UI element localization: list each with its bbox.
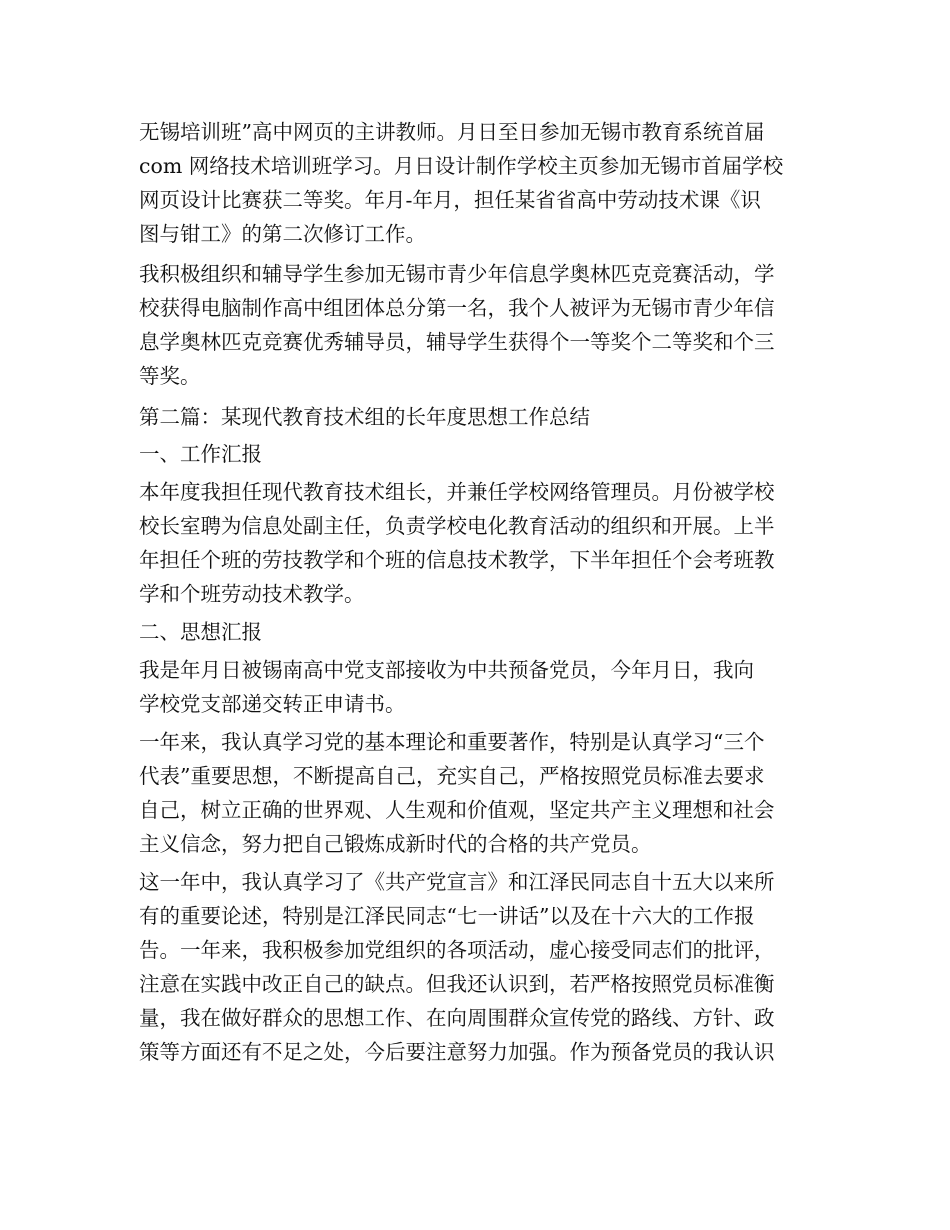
text-line: 本年度我担任现代教育技术组长，并兼任学校网络管理员。月份被学校	[139, 480, 775, 504]
text-line: 等奖。	[139, 364, 201, 388]
text-line: 校长室聘为信息处副主任，负责学校电化教育活动的组织和开展。上半	[139, 514, 775, 538]
text-line: 主义信念，努力把自己锻炼成新时代的合格的共产党员。	[139, 832, 652, 856]
text-line: 自己，树立正确的世界观、人生观和价值观，坚定共产主义理想和社会	[139, 798, 775, 822]
text-line: 量，我在做好群众的思想工作、在向周围群众宣传党的路线、方针、政	[139, 1006, 775, 1030]
text-line: 有的重要论述，特别是江泽民同志“七一讲话”以及在十六大的工作报	[139, 904, 755, 928]
text-line: 无锡培训班”高中网页的主讲教师。月日至日参加无锡市教育系统首届	[139, 120, 765, 144]
text-line: 策等方面还有不足之处，今后要注意努力加强。作为预备党员的我认识	[139, 1040, 775, 1064]
text-line: 我积极组织和辅导学生参加无锡市青少年信息学奥林匹克竞赛活动，学	[139, 262, 775, 286]
text-line: 学和个班劳动技术教学。	[139, 582, 365, 606]
text-line: 告。一年来，我积极参加党组织的各项活动，虚心接受同志们的批评，	[139, 938, 775, 962]
text-line: 这一年中，我认真学习了《共产党宣言》和江泽民同志自十五大以来所	[139, 870, 775, 894]
text-line: 代表”重要思想，不断提高自己，充实自己，严格按照党员标准去要求	[139, 764, 765, 788]
text-line: com 网络技术培训班学习。月日设计制作学校主页参加无锡市首届学校	[139, 154, 784, 178]
text-line: 一年来，我认真学习党的基本理论和重要著作，特别是认真学习“三个	[139, 730, 765, 754]
subsection-heading: 一、工作汇报	[139, 442, 262, 466]
text-line: 图与钳工》的第二次修订工作。	[139, 222, 426, 246]
text-line: 学校党支部递交转正申请书。	[139, 692, 406, 716]
text-line: 年担任个班的劳技教学和个班的信息技术教学，下半年担任个会考班教	[139, 548, 775, 572]
section-heading: 第二篇：某现代教育技术组的长年度思想工作总结	[139, 405, 590, 429]
text-line: 校获得电脑制作高中组团体总分第一名，我个人被评为无锡市青少年信	[139, 296, 775, 320]
text-line: 注意在实践中改正自己的缺点。但我还认识到，若严格按照党员标准衡	[139, 972, 775, 996]
text-line: 网页设计比赛获二等奖。年月-年月，担任某省省高中劳动技术课《识	[139, 188, 761, 212]
text-line: 息学奥林匹克竞赛优秀辅导员，辅导学生获得个一等奖个二等奖和个三	[139, 330, 775, 354]
subsection-heading: 二、思想汇报	[139, 620, 262, 644]
text-line: 我是年月日被锡南高中党支部接收为中共预备党员，今年月日，我向	[139, 658, 754, 682]
